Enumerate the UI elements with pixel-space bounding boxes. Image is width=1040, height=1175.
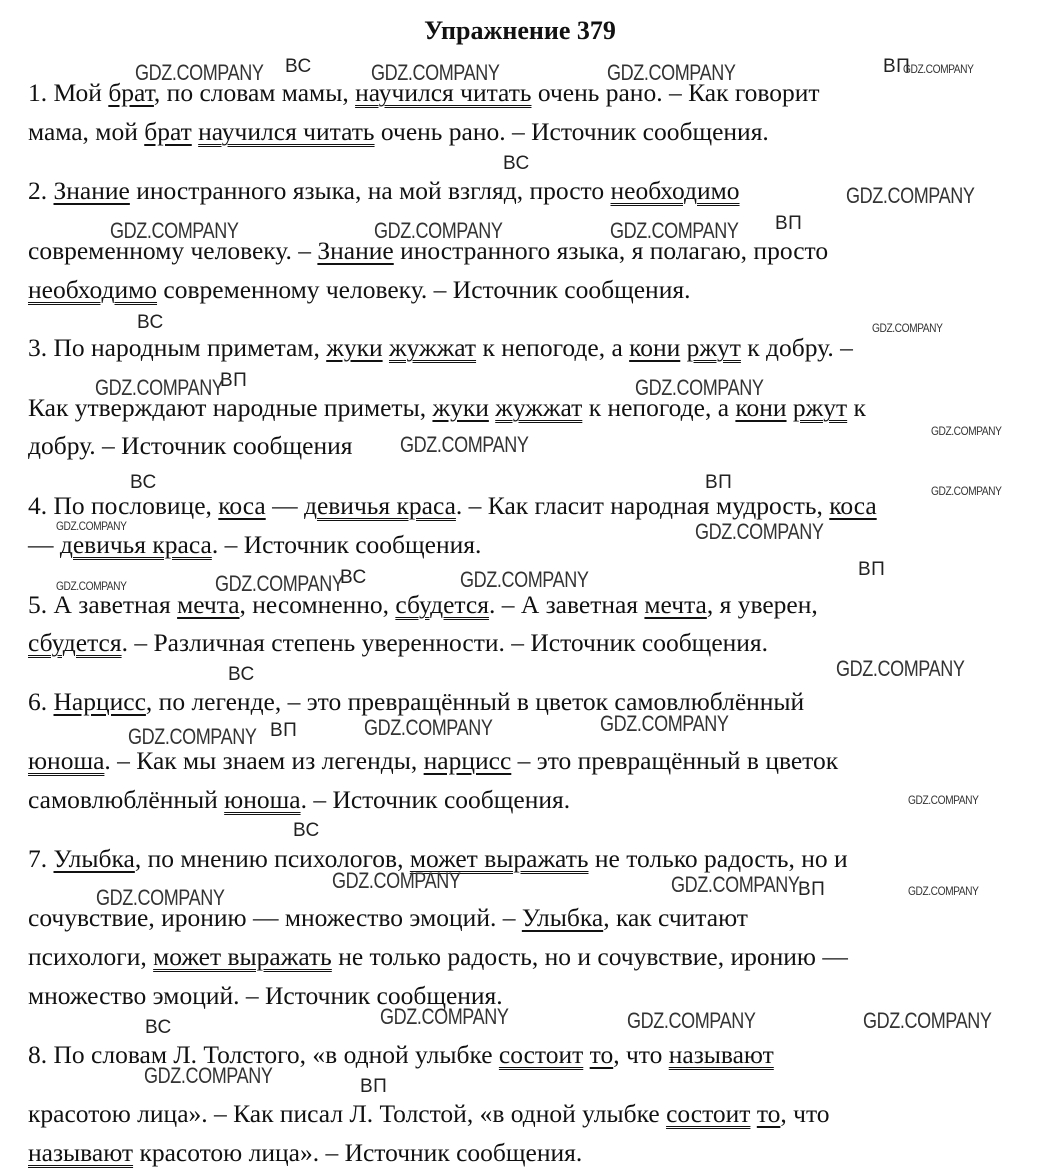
mark-vp: ВП	[883, 56, 911, 77]
text-line	[28, 590, 818, 620]
predicate-word: необходимо	[28, 275, 158, 304]
mark-vs: ВС	[340, 567, 367, 588]
watermark: GDZ.COMPANY	[215, 571, 344, 596]
mark-vs: ВС	[130, 472, 157, 493]
text-line	[28, 628, 768, 658]
text-line	[28, 491, 877, 521]
subject-word: Знание	[317, 236, 394, 265]
watermark: GDZ.COMPANY	[846, 183, 975, 208]
subject-word: то	[589, 1040, 614, 1069]
text-line	[28, 275, 690, 305]
exercise-title: Упражнение 379	[424, 16, 616, 45]
subject-word: Улыбка	[521, 903, 604, 932]
text-segment: очень рано. – Как говорит	[531, 78, 820, 107]
predicate-word: юноша	[224, 785, 301, 814]
mark-vs: ВС	[503, 153, 530, 174]
text-segment: , по словам мамы,	[153, 78, 356, 107]
text-segment: , как считают	[603, 903, 748, 932]
predicate-word: может выражать	[409, 844, 589, 873]
predicate-word: называют	[28, 1138, 134, 1167]
watermark: GDZ.COMPANY	[836, 656, 965, 681]
watermark: GDZ.COMPANY	[607, 60, 736, 85]
watermark: GDZ.COMPANY	[460, 567, 589, 592]
subject-word: Улыбка	[53, 844, 135, 873]
mark-vs: ВС	[293, 820, 320, 841]
watermark: GDZ.COMPANY	[627, 1008, 756, 1033]
text-segment: психологи,	[28, 942, 154, 971]
subject-word: кони	[629, 333, 681, 362]
subject-word: жуки	[432, 393, 489, 422]
predicate-word: ржут	[686, 333, 741, 362]
text-segment: современному человеку. – Источник сообщения.	[157, 275, 691, 304]
subject-word: мечта	[644, 590, 707, 619]
mark-vs: ВС	[285, 56, 312, 77]
watermark: GDZ.COMPANY	[110, 218, 239, 243]
text-segment: красотою лица». – Источник сообщения.	[133, 1138, 583, 1167]
watermark: GDZ.COMPANY	[903, 62, 974, 76]
watermark: GDZ.COMPANY	[374, 218, 503, 243]
mark-vs: ВС	[137, 312, 164, 333]
text-segment: 4. По пословице,	[28, 491, 219, 520]
watermark: GDZ.COMPANY	[364, 715, 493, 740]
text-segment: 3. По народным приметам,	[28, 333, 327, 362]
text-segment: , что	[613, 1040, 669, 1069]
text-segment: . – Как мы знаем из легенды,	[104, 746, 424, 775]
watermark: GDZ.COMPANY	[371, 60, 500, 85]
predicate-word: девичья краса	[303, 491, 456, 520]
predicate-word: может выражать	[153, 942, 332, 971]
text-segment: множество эмоций. – Источник сообщения.	[28, 981, 503, 1010]
predicate-word: сбудется	[395, 590, 489, 619]
text-segment: к непогоде, а	[582, 393, 736, 422]
mark-vp: ВП	[270, 720, 298, 741]
text-line	[28, 746, 838, 776]
text-line	[28, 1138, 582, 1168]
text-segment: – это превращённый в цветок	[511, 746, 839, 775]
predicate-word: научился читать	[198, 117, 375, 146]
text-segment: , я уверен,	[706, 590, 818, 619]
predicate-word: жужжат	[388, 333, 477, 362]
mark-vp: ВП	[858, 559, 886, 580]
text-segment: 7.	[28, 844, 54, 873]
text-segment: сочувствие, иронию — множество эмоций. –	[28, 903, 522, 932]
text-segment: 6.	[28, 687, 54, 716]
text-segment: , что	[780, 1099, 830, 1128]
mark-vp: ВП	[360, 1076, 388, 1097]
watermark: GDZ.COMPANY	[872, 321, 943, 335]
text-segment: иностранного языка, я полагаю, просто	[393, 236, 829, 265]
text-segment: к добру. –	[740, 333, 853, 362]
mark-vp: ВП	[705, 472, 733, 493]
mark-vs: ВС	[228, 664, 255, 685]
text-segment: —	[28, 530, 60, 559]
predicate-word: жужжат	[495, 393, 583, 422]
mark-vp: ВП	[220, 370, 248, 391]
text-line	[28, 431, 352, 461]
subject-word: коса	[218, 491, 266, 520]
text-segment: , по легенде, – это превращённый в цветок самовлюблённый	[145, 687, 805, 716]
text-segment: к	[847, 393, 866, 422]
watermark: GDZ.COMPANY	[863, 1008, 992, 1033]
predicate-word: юноша	[28, 746, 105, 775]
watermark: GDZ.COMPANY	[610, 218, 739, 243]
subject-word: коса	[829, 491, 877, 520]
predicate-word: научился читать	[355, 78, 532, 107]
text-segment: . – Источник сообщения.	[300, 785, 571, 814]
watermark: GDZ.COMPANY	[695, 519, 824, 544]
mark-vs: ВС	[145, 1017, 172, 1038]
text-segment: 5. А заветная	[28, 590, 178, 619]
text-segment: самовлюблённый	[28, 785, 225, 814]
subject-word: кони	[735, 393, 787, 422]
predicate-word: сбудется	[28, 628, 122, 657]
subject-word: нарцисс	[423, 746, 512, 775]
subject-word: то	[756, 1099, 781, 1128]
text-segment: 2.	[28, 176, 54, 205]
watermark: GDZ.COMPANY	[56, 519, 127, 533]
mark-vp: ВП	[798, 879, 826, 900]
subject-word: жуки	[326, 333, 383, 362]
text-line	[28, 785, 570, 815]
text-segment: иностранного языка, на мой взгляд, просто	[129, 176, 611, 205]
text-segment: Как утверждают народные приметы,	[28, 393, 433, 422]
predicate-word: необходимо	[610, 176, 740, 205]
text-line	[28, 117, 769, 147]
text-segment: не только радость, но и сочувствие, иронию —	[331, 942, 848, 971]
subject-word: брат	[144, 117, 192, 146]
watermark: GDZ.COMPANY	[95, 375, 224, 400]
watermark: GDZ.COMPANY	[400, 432, 529, 457]
subject-word: Знание	[53, 176, 130, 205]
text-segment: мама, мой	[28, 117, 145, 146]
watermark: GDZ.COMPANY	[908, 884, 979, 898]
text-segment: добру. – Источник сообщения	[28, 431, 353, 460]
watermark: GDZ.COMPANY	[144, 1063, 273, 1088]
text-segment: 1. Мой	[28, 78, 109, 107]
watermark: GDZ.COMPANY	[380, 1004, 509, 1029]
text-line	[28, 942, 848, 972]
watermark: GDZ.COMPANY	[332, 868, 461, 893]
watermark: GDZ.COMPANY	[931, 424, 1002, 438]
watermark: GDZ.COMPANY	[908, 793, 979, 807]
predicate-word: называют	[668, 1040, 774, 1069]
text-segment: , по мнению психологов,	[134, 844, 410, 873]
text-segment: современному человеку. –	[28, 236, 318, 265]
text-line	[28, 176, 740, 206]
predicate-word: состоит	[666, 1099, 751, 1128]
text-line	[28, 333, 853, 363]
text-segment: . – Источник сообщения.	[211, 530, 482, 559]
subject-word: мечта	[177, 590, 240, 619]
watermark: GDZ.COMPANY	[600, 711, 729, 736]
predicate-word: состоит	[498, 1040, 584, 1069]
watermark: GDZ.COMPANY	[635, 375, 764, 400]
text-segment: . – А заветная	[488, 590, 645, 619]
text-segment: красотою лица». – Как писал Л. Толстой, «в одной улыбке	[28, 1099, 667, 1128]
subject-word: Нарцисс	[53, 687, 146, 716]
text-segment: . – Как гласит народная мудрость,	[455, 491, 830, 520]
watermark: GDZ.COMPANY	[931, 484, 1002, 498]
watermark: GDZ.COMPANY	[96, 885, 225, 910]
text-segment: . – Различная степень уверенности. – Источник сообщения.	[121, 628, 769, 657]
text-line	[28, 1040, 774, 1070]
text-line	[28, 1099, 830, 1129]
watermark: GDZ.COMPANY	[135, 60, 264, 85]
text-segment: не только радость, но и	[588, 844, 848, 873]
watermark: GDZ.COMPANY	[56, 579, 127, 593]
watermark: GDZ.COMPANY	[128, 724, 257, 749]
subject-word: брат	[108, 78, 154, 107]
text-segment: —	[265, 491, 304, 520]
text-segment: , несомненно,	[239, 590, 396, 619]
watermark: GDZ.COMPANY	[671, 872, 800, 897]
text-segment: очень рано. – Источник сообщения.	[374, 117, 769, 146]
predicate-word: девичья краса	[59, 530, 212, 559]
mark-vp: ВП	[775, 213, 803, 234]
text-segment: 8. По словам Л. Толстого, «в одной улыбке	[28, 1040, 499, 1069]
text-segment: к непогоде, а	[476, 333, 630, 362]
text-line	[28, 530, 481, 560]
predicate-word: ржут	[792, 393, 848, 422]
